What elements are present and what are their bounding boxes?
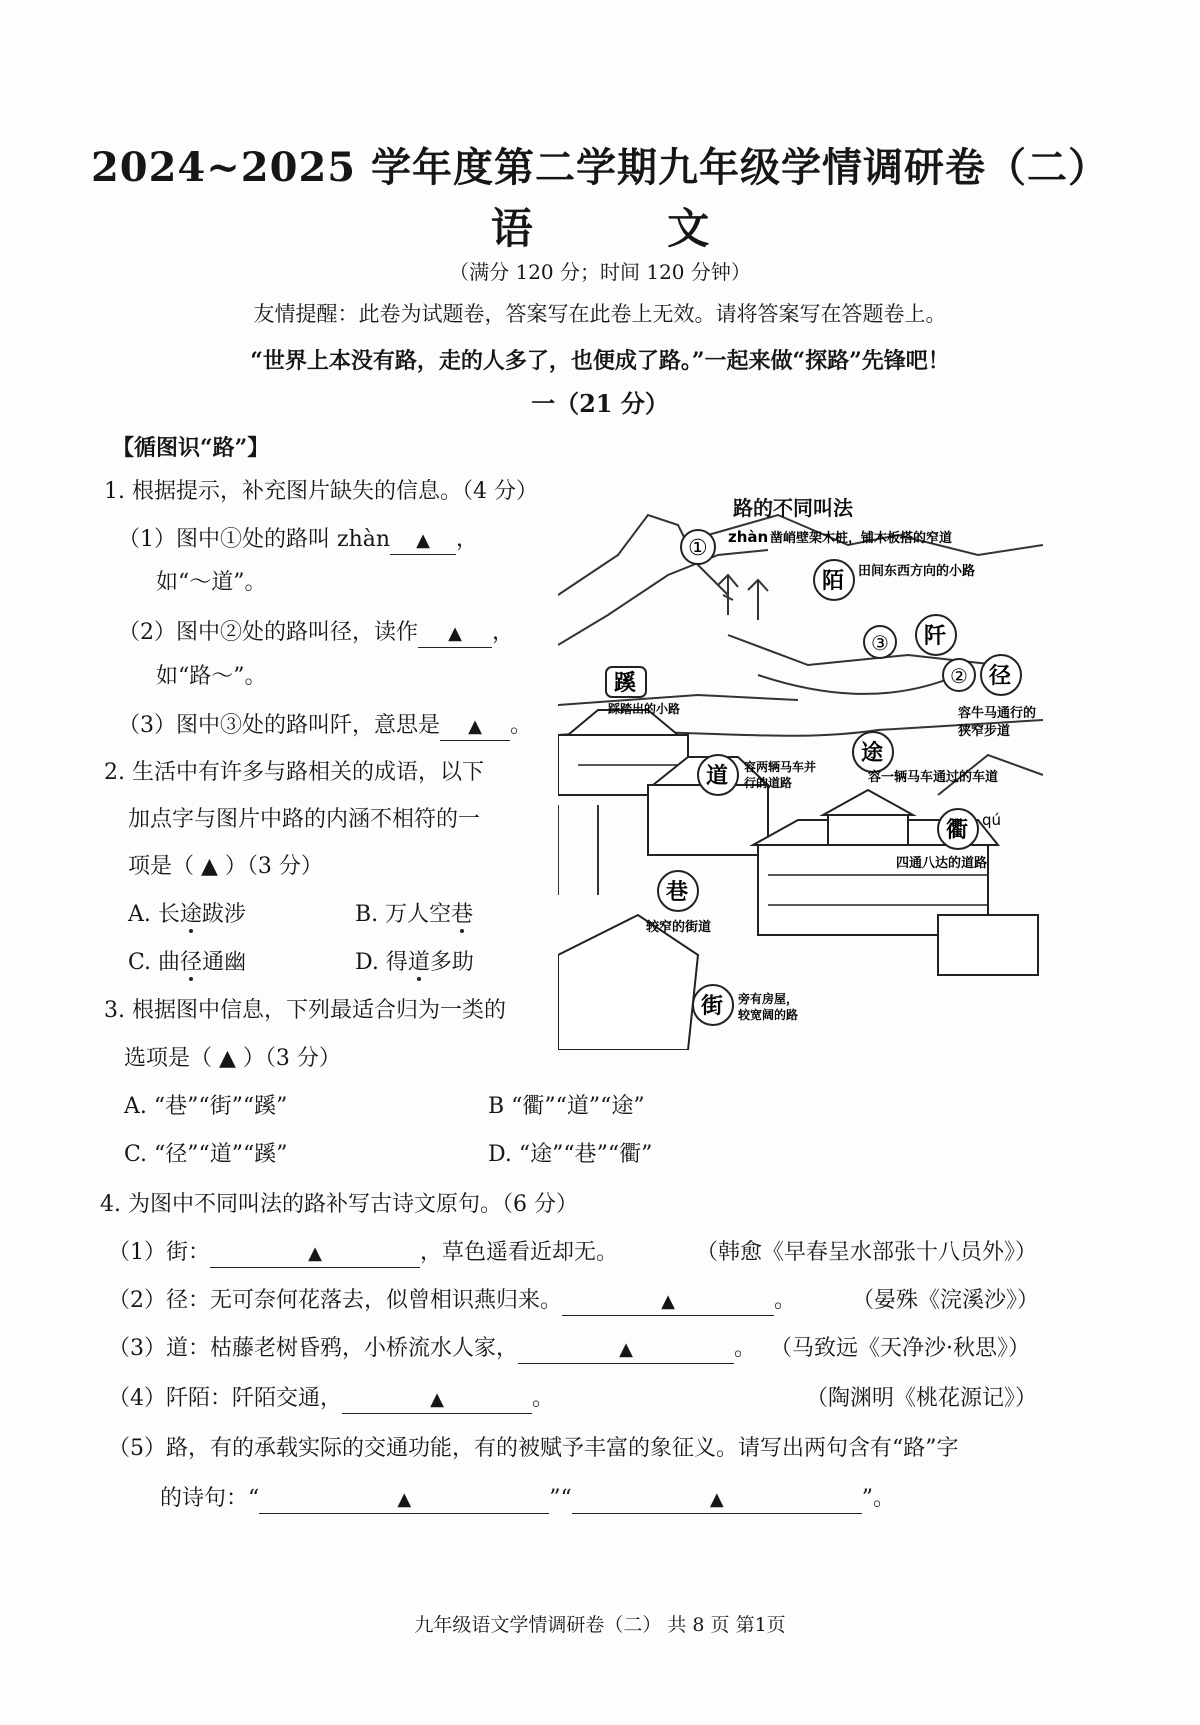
wall-line [558, 805, 598, 895]
page-footer: 九年级语文学情调研卷（二） 共 8 页 第1页 [414, 1614, 786, 1636]
option-text: C. 曲 [128, 950, 181, 975]
q1-sub2 [118, 618, 514, 648]
option-text: B. 万人空 [355, 902, 452, 927]
q1-sub3-suffix: 。 [510, 713, 533, 738]
q1-sub1-example: 如“～道”。 [156, 570, 267, 595]
q4-item-5-line1: （5）路，有的承载实际的交通功能，有的被赋予丰富的象征义。请写出两句含有“路”字 [108, 1436, 959, 1461]
blank-mark: ▲ [448, 623, 462, 644]
label-mark-3: ③ [871, 631, 889, 655]
item-suffix: ”。 [861, 1486, 895, 1511]
label-desc-dao-2: 行的道路 [744, 776, 793, 790]
item-prefix: （2）径：无可奈何花落去，似曾相识燕归来。 [108, 1288, 562, 1313]
q4-stem: 4. 为图中不同叫法的路补写古诗文原句。（6 分） [100, 1192, 578, 1217]
option-text: D. 得 [355, 950, 408, 975]
answer-blank [390, 527, 456, 555]
label-pinyin-qu: qú [982, 811, 1002, 829]
blank-mark: ▲ [308, 1243, 322, 1264]
item-prefix: （4）阡陌：阡陌交通， [108, 1386, 342, 1411]
label-char-jing: 径 [989, 664, 1012, 689]
label-char-mo: 陌 [822, 569, 845, 594]
item-suffix: 。 [532, 1386, 555, 1411]
item-prefix: （1）街： [108, 1240, 210, 1265]
label-char-qu: 衢 [946, 818, 969, 843]
label-mark-2: ② [950, 664, 968, 688]
answer-blank [518, 1336, 734, 1364]
q3-option-c: C. “径”“道”“蹊” [124, 1142, 288, 1167]
label-char-xiang: 巷 [666, 880, 689, 905]
exam-meta: （满分 120 分；时间 120 分钟） [449, 260, 751, 284]
item-middle: ”“ [549, 1486, 572, 1511]
q1-sub2-prefix: （2）图中②处的路叫径，读作 [118, 620, 418, 645]
option-text: A. 长 [128, 902, 180, 927]
label-char-jie: 街 [701, 994, 724, 1019]
roof-shape [823, 790, 913, 815]
q2-option-a [128, 900, 246, 930]
label-desc-jing-2: 狭窄步道 [958, 724, 1011, 739]
roof-shape [558, 915, 698, 1050]
label-char-qian: 阡 [924, 624, 947, 649]
label-char-tu: 途 [861, 741, 884, 766]
answer-blank [562, 1288, 774, 1316]
subject-title: 语 文 [490, 204, 770, 253]
blank-mark: ▲ [397, 1489, 412, 1510]
opening-quote: “世界上本没有路，走的人多了，也便成了路。”一起来做“探路”先锋吧！ [250, 348, 950, 374]
label-desc-jie-1: 旁有房屋， [738, 992, 799, 1006]
label-desc-mo: 田间东西方向的小路 [858, 564, 976, 579]
label-desc-dao-1: 容两辆马车并 [744, 760, 817, 774]
building-block [938, 915, 1038, 975]
section-heading: 一（21 分） [531, 389, 669, 418]
blank-mark: ▲ [416, 530, 430, 551]
dotted-char: 道 [407, 950, 430, 975]
blank-mark: ▲ [661, 1291, 675, 1312]
q3-line1: 3. 根据图中信息，下列最适合归为一类的 [104, 998, 506, 1023]
q4-item-1-source: （韩愈《早春呈水部张十八员外》） [696, 1240, 1038, 1265]
q3-option-b: B “衢”“道”“途” [488, 1094, 645, 1119]
answer-blank [440, 713, 510, 741]
blank-mark: ▲ [619, 1339, 633, 1360]
dotted-char: 巷 [451, 902, 474, 927]
item-suffix: ，草色遥看近却无。 [420, 1240, 619, 1265]
q1-sub2-example: 如“路～”。 [156, 664, 267, 689]
item-suffix: 。 [734, 1336, 757, 1361]
tree-icon [718, 575, 738, 615]
answer-blank [342, 1386, 532, 1414]
q2-line2: 加点字与图片中路的内涵不相符的一 [128, 807, 481, 832]
q2-option-c [128, 948, 246, 978]
q1-sub3-prefix: （3）图中③处的路叫阡，意思是 [118, 713, 440, 738]
label-desc-xi: 踩踏出的小路 [608, 702, 681, 716]
answer-blank [418, 620, 492, 648]
q4-item-4-source: （陶渊明《桃花源记》） [806, 1386, 1038, 1411]
q4-item-4 [108, 1384, 554, 1414]
part-title: 【循图识“路”】 [112, 435, 270, 461]
q1-stem: 1. 根据提示，补充图片缺失的信息。（4 分） [104, 479, 538, 504]
label-desc-xiang: 较窄的街道 [646, 920, 712, 935]
blank-mark: ▲ [709, 1489, 724, 1510]
q2-line1: 2. 生活中有许多与路相关的成语，以下 [104, 760, 484, 785]
dotted-char: 途 [179, 902, 202, 927]
q4-item-3 [108, 1334, 756, 1364]
q4-item-3-source: （马致远《天净沙·秋思》） [770, 1336, 1030, 1361]
tree-icon [748, 580, 768, 620]
q1-sub1-suffix: ， [456, 527, 479, 552]
river-line [758, 675, 958, 694]
q4-item-5-line2 [160, 1484, 895, 1514]
item-prefix: 的诗句：“ [160, 1486, 260, 1511]
blank-mark: ▲ [430, 1389, 444, 1410]
q4-item-1 [108, 1238, 618, 1268]
q1-sub3 [118, 711, 532, 741]
q4-item-2 [108, 1286, 796, 1316]
label-desc-zhan: 凿峭壁架木桩，铺木板搭的窄道 [770, 531, 953, 546]
q1-sub1 [118, 525, 478, 555]
item-prefix: （3）道：枯藤老树昏鸦，小桥流水人家， [108, 1336, 518, 1361]
exam-title: 2024~2025 学年度第二学期九年级学情调研卷（二） [90, 144, 1110, 191]
label-desc-tu: 容一辆马车通过的车道 [868, 770, 999, 785]
label-desc-jie-2: 较宽阔的路 [738, 1008, 799, 1022]
dotted-char: 径 [180, 950, 203, 975]
label-desc-jing-1: 容牛马通行的 [958, 706, 1037, 721]
label-mark-1: ① [688, 536, 708, 561]
label-char-dao: 道 [706, 764, 729, 789]
q3-option-a: A. “巷”“街”“蹊” [124, 1094, 288, 1119]
label-desc-qu: 四通八达的道路 [896, 856, 988, 871]
plank-road-line [558, 550, 768, 645]
illustration-title: 路的不同叫法 [733, 496, 853, 520]
q3-line2: 选项是（ ▲ ）（3 分） [124, 1046, 341, 1071]
q2-option-d [355, 948, 474, 978]
label-pinyin-zhan: zhàn [728, 528, 769, 546]
q2-option-b [355, 900, 473, 930]
option-text: 跋涉 [201, 902, 246, 927]
building-block [648, 785, 768, 855]
road-names-illustration [558, 495, 1043, 1050]
q3-option-d: D. “途”“巷”“衢” [488, 1142, 653, 1167]
option-text: 多助 [429, 950, 474, 975]
reminder: 友情提醒：此卷为试题卷，答案写在此卷上无效。请将答案写在答题卷上。 [253, 302, 947, 326]
answer-blank [572, 1486, 862, 1514]
building-block [828, 815, 908, 845]
item-suffix: 。 [774, 1288, 797, 1313]
answer-blank [210, 1240, 420, 1268]
q4-item-2-source: （晏殊《浣溪沙》） [852, 1288, 1040, 1313]
q1-sub1-prefix: （1）图中①处的路叫 zhàn [118, 527, 391, 552]
answer-blank [259, 1486, 549, 1514]
blank-mark: ▲ [468, 716, 482, 737]
option-text: 通幽 [202, 950, 247, 975]
q1-sub2-suffix: ， [492, 620, 515, 645]
label-char-xi: 蹊 [614, 671, 637, 696]
q2-line3: 项是（ ▲ ）（3 分） [128, 854, 323, 879]
